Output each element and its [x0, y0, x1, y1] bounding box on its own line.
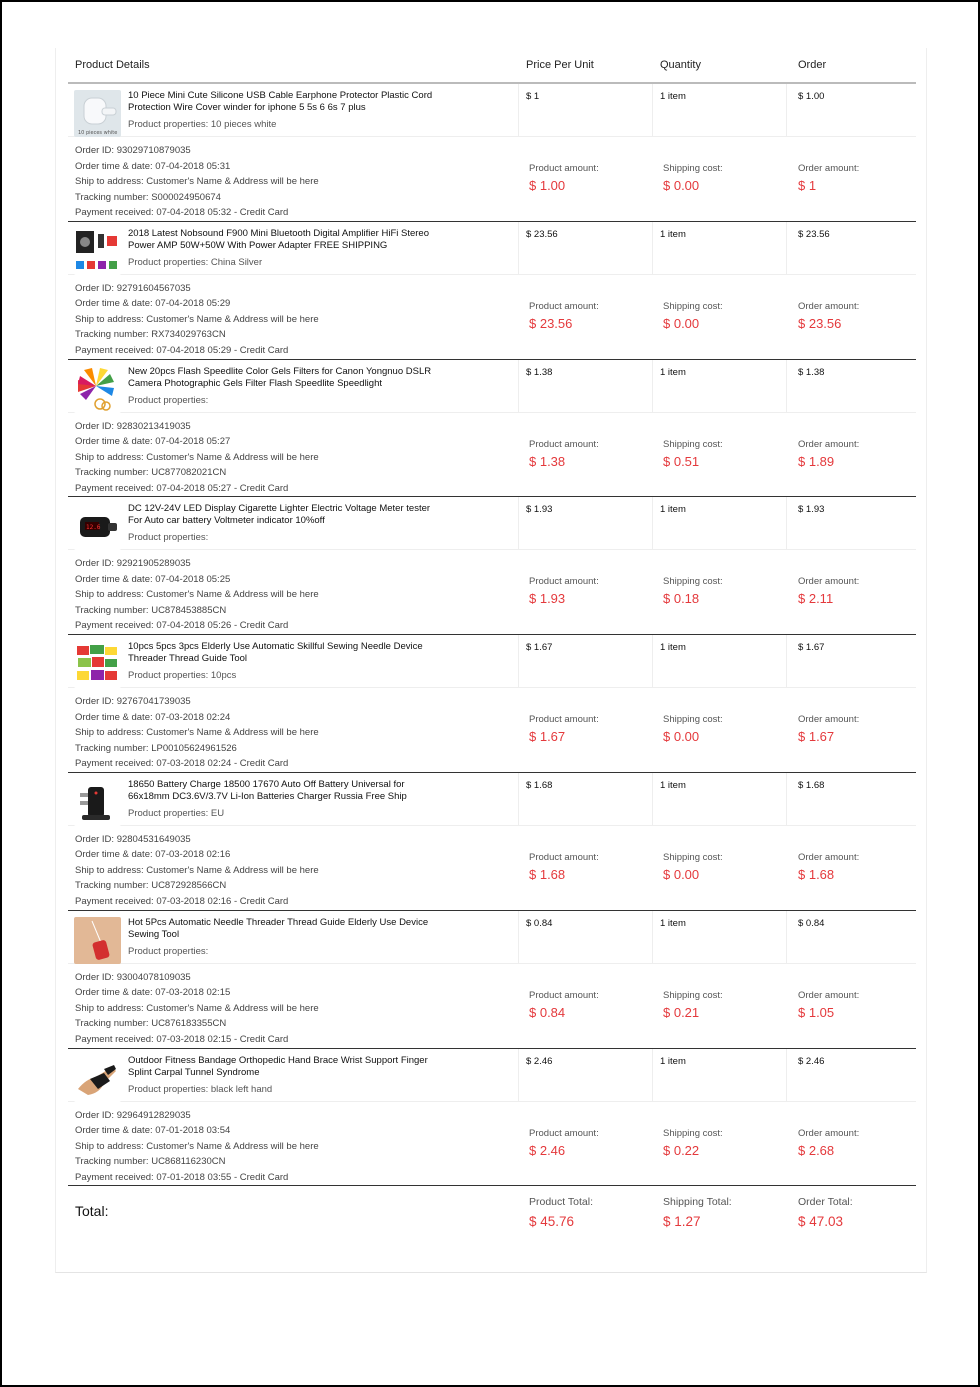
- shipping-cost: $ 0.22: [663, 1142, 700, 1158]
- order-id: Order ID: 92964912829035: [75, 1109, 191, 1121]
- header-quantity: Quantity: [660, 59, 701, 71]
- product-amount: $ 1.00: [529, 178, 566, 193]
- order-amount-label: Order amount:: [798, 576, 860, 588]
- order-amount-label: Order amount:: [798, 851, 860, 863]
- product-amount-label: Product amount:: [529, 163, 599, 174]
- order-amount-label: Order amount:: [798, 300, 860, 312]
- product-properties: Product properties: black left hand: [128, 1083, 273, 1095]
- product-name[interactable]: 18650 Battery Charge 18500 17670 Auto Off Battery Universal for 66x18mm DC3.6V/3.7V Li-Ion Batteries Charger Russia Free Ship: [128, 778, 407, 802]
- thumbnail-caption: 10 pieces white: [78, 130, 118, 136]
- shipping-cost: $ 0.18: [663, 591, 700, 607]
- order-block: [68, 1049, 916, 1187]
- product-row: [68, 84, 916, 137]
- order-id: Order ID: 92804531649035: [75, 833, 191, 845]
- shipping-cost: $ 0.21: [663, 1004, 700, 1020]
- order-amount-label: Order amount:: [798, 989, 860, 1001]
- order-id: Order ID: 92767041739035: [75, 696, 191, 708]
- order-price: $ 1.93: [798, 504, 825, 516]
- shipping-total-label: Shipping Total:: [663, 1196, 732, 1209]
- product-amount: $ 1.93: [529, 591, 566, 607]
- product-thumbnail[interactable]: [74, 779, 121, 826]
- order-amount: $ 2.68: [798, 1142, 835, 1158]
- product-properties: Product properties: 10pcs: [128, 670, 237, 682]
- totals-row: [68, 1186, 916, 1246]
- product-amount-label: Product amount:: [529, 576, 599, 588]
- product-amount-label: Product amount:: [529, 851, 599, 863]
- header-product-details: Product Details: [75, 59, 150, 71]
- product-name[interactable]: New 20pcs Flash Speedlite Color Gels Filters for Canon Yongnuo DSLR Camera Photographic Gels Filter Flash Speedlite Speedlight: [128, 365, 432, 389]
- order-details: [75, 970, 319, 1048]
- shipping-cost-label: Shipping cost:: [663, 989, 723, 1001]
- order-details: [75, 556, 319, 634]
- product-properties: Product properties: China Silver: [128, 256, 263, 268]
- shipping-cost-label: Shipping cost:: [663, 438, 723, 450]
- payment-received: Payment received: 07-01-2018 03:55 - Credit Card: [75, 1171, 289, 1183]
- order-amount-label: Order amount:: [798, 438, 860, 450]
- order-id: Order ID: 92921905289035: [75, 558, 191, 570]
- shipping-cost: $ 0.00: [663, 729, 700, 745]
- product-amount-label: Product amount:: [529, 714, 599, 726]
- payment-received: Payment received: 07-04-2018 05:26 - Credit Card: [75, 620, 289, 632]
- quantity: 1 item: [660, 504, 686, 516]
- product-row: [68, 222, 916, 275]
- order-details: [75, 1108, 319, 1186]
- product-properties: Product properties:: [128, 945, 209, 957]
- quantity: 1 item: [660, 228, 686, 240]
- ship-to-address: Ship to address: Customer's Name & Address will be here: [75, 451, 319, 463]
- product-total: $ 45.76: [529, 1214, 575, 1230]
- table-header: [68, 48, 916, 84]
- payment-received: Payment received: 07-03-2018 02:24 - Credit Card: [75, 758, 289, 770]
- orders-table: [68, 48, 916, 1246]
- order-time: Order time & date: 07-04-2018 05:27: [75, 436, 231, 448]
- order-details: [75, 832, 319, 910]
- order-block: [68, 635, 916, 773]
- product-amount: $ 1.67: [529, 729, 566, 745]
- order-time: Order time & date: 07-04-2018 05:29: [75, 298, 231, 310]
- order-amount-label: Order amount:: [798, 163, 860, 174]
- product-thumbnail[interactable]: [74, 366, 121, 413]
- product-row: [68, 773, 916, 826]
- order-amount: $ 1: [798, 178, 817, 193]
- order-block: [68, 222, 916, 360]
- price-per-unit: $ 23.56: [526, 228, 558, 240]
- header-order: Order: [798, 59, 827, 71]
- order-id: Order ID: 92791604567035: [75, 282, 191, 294]
- product-row: [68, 360, 916, 413]
- shipping-cost: $ 0.00: [663, 315, 700, 331]
- order-details: [75, 694, 319, 772]
- ship-to-address: Ship to address: Customer's Name & Address will be here: [75, 313, 319, 325]
- product-row: [68, 497, 916, 550]
- order-details: [75, 143, 319, 221]
- order-block: [68, 84, 916, 222]
- quantity: 1 item: [660, 91, 686, 102]
- shipping-cost: $ 0.51: [663, 453, 700, 469]
- shipping-cost-label: Shipping cost:: [663, 1127, 723, 1139]
- order-amount: $ 1.89: [798, 453, 835, 469]
- quantity: 1 item: [660, 917, 686, 929]
- product-name[interactable]: Outdoor Fitness Bandage Orthopedic Hand Brace Wrist Support Finger Splint Carpal Tunnel Syndrome: [128, 1054, 428, 1078]
- tracking-number: Tracking number: LP00105624961526: [75, 742, 237, 754]
- product-name[interactable]: 2018 Latest Nobsound F900 Mini Bluetooth Digital Amplifier HiFi Stereo Power AMP 50W+50W With Power Adapter FREE SHIPPING: [128, 227, 429, 251]
- ship-to-address: Ship to address: Customer's Name & Address will be here: [75, 727, 319, 739]
- product-amount-label: Product amount:: [529, 1127, 599, 1139]
- tracking-number: Tracking number: UC878453885CN: [75, 604, 227, 616]
- order-block: [68, 360, 916, 498]
- product-row: [68, 911, 916, 964]
- price-per-unit: $ 1.67: [526, 642, 553, 654]
- shipping-cost-label: Shipping cost:: [663, 300, 723, 312]
- product-amount: $ 1.68: [529, 866, 566, 882]
- order-amount-label: Order amount:: [798, 1127, 860, 1139]
- quantity: 1 item: [660, 779, 686, 791]
- shipping-cost-label: Shipping cost:: [663, 714, 723, 726]
- product-row: [68, 635, 916, 688]
- shipping-cost: $ 0.00: [663, 866, 700, 882]
- product-name[interactable]: Hot 5Pcs Automatic Needle Threader Thread Guide Elderly Use Device Sewing Tool: [128, 916, 429, 940]
- price-per-unit: $ 2.46: [526, 1055, 553, 1067]
- order-amount-label: Order amount:: [798, 714, 860, 726]
- ship-to-address: Ship to address: Customer's Name & Address will be here: [75, 1002, 319, 1014]
- product-properties: Product properties: EU: [128, 807, 225, 819]
- product-properties: Product properties: 10 pieces white: [128, 119, 277, 130]
- order-price: $ 0.84: [798, 917, 825, 929]
- product-amount-label: Product amount:: [529, 989, 599, 1001]
- order-details: [75, 419, 319, 497]
- product-thumbnail[interactable]: [74, 917, 121, 964]
- quantity: 1 item: [660, 642, 686, 654]
- payment-received: Payment received: 07-04-2018 05:27 - Credit Card: [75, 482, 289, 494]
- order-id: Order ID: 93004078109035: [75, 971, 191, 983]
- order-price: $ 1.38: [798, 366, 825, 378]
- svg-text:12.6: 12.6: [86, 524, 101, 532]
- header-price-per-unit: Price Per Unit: [526, 59, 594, 71]
- tracking-number: Tracking number: UC868116230CN: [75, 1156, 226, 1168]
- payment-received: Payment received: 07-04-2018 05:29 - Credit Card: [75, 344, 289, 356]
- tracking-number: Tracking number: RX734029763CN: [75, 329, 226, 341]
- payment-received: Payment received: 07-04-2018 05:32 - Credit Card: [75, 207, 289, 218]
- product-name[interactable]: 10 Piece Mini Cute Silicone USB Cable Earphone Protector Plastic Cord Protection Wire Cover winder for iphone 5 5s 6 6s 7 plus: [128, 90, 433, 113]
- product-total-label: Product Total:: [529, 1196, 594, 1209]
- order-block: [68, 497, 916, 635]
- ship-to-address: Ship to address: Customer's Name & Address will be here: [75, 864, 319, 876]
- price-per-unit: $ 1: [526, 91, 540, 102]
- order-amount: $ 1.68: [798, 866, 835, 882]
- shipping-cost-label: Shipping cost:: [663, 576, 723, 588]
- order-price: $ 1.67: [798, 642, 825, 654]
- shipping-total: $ 1.27: [663, 1214, 701, 1230]
- ship-to-address: Ship to address: Customer's Name & Address will be here: [75, 176, 319, 187]
- shipping-cost: $ 0.00: [663, 178, 700, 193]
- order-amount: $ 2.11: [798, 591, 834, 607]
- order-price: $ 1.00: [798, 91, 825, 102]
- product-thumbnail[interactable]: [74, 641, 121, 688]
- order-block: [68, 773, 916, 911]
- product-amount: $ 23.56: [529, 315, 573, 331]
- product-row: [68, 1049, 916, 1102]
- order-time: Order time & date: 07-01-2018 03:54: [75, 1125, 231, 1137]
- order-time: Order time & date: 07-03-2018 02:24: [75, 711, 231, 723]
- product-name[interactable]: DC 12V-24V LED Display Cigarette Lighter Electric Voltage Meter tester For Auto car battery Voltmeter indicator 10%off: [128, 503, 431, 527]
- order-block: [68, 911, 916, 1049]
- payment-received: Payment received: 07-03-2018 02:15 - Credit Card: [75, 1033, 289, 1045]
- product-amount: $ 2.46: [529, 1142, 566, 1158]
- tracking-number: Tracking number: UC876183355CN: [75, 1018, 227, 1030]
- product-thumbnail[interactable]: [74, 503, 121, 550]
- order-amount: $ 23.56: [798, 315, 842, 331]
- order-id: Order ID: 93029710879035: [75, 145, 191, 156]
- shipping-cost-label: Shipping cost:: [663, 163, 723, 174]
- order-amount: $ 1.05: [798, 1004, 835, 1020]
- product-properties: Product properties:: [128, 532, 209, 544]
- product-thumbnail[interactable]: [74, 1055, 121, 1102]
- product-thumbnail[interactable]: [74, 90, 121, 137]
- price-per-unit: $ 1.38: [526, 366, 553, 378]
- product-name[interactable]: 10pcs 5pcs 3pcs Elderly Use Automatic Skillful Sewing Needle Device Threader Thread Guide Tool: [128, 641, 423, 665]
- total-label: Total:: [75, 1203, 109, 1220]
- price-per-unit: $ 0.84: [526, 917, 553, 929]
- order-time: Order time & date: 07-03-2018 02:15: [75, 987, 231, 999]
- order-time: Order time & date: 07-03-2018 02:16: [75, 849, 231, 861]
- order-time: Order time & date: 07-04-2018 05:31: [75, 160, 231, 172]
- order-price: $ 23.56: [798, 228, 830, 240]
- ship-to-address: Ship to address: Customer's Name & Address will be here: [75, 1140, 319, 1152]
- tracking-number: Tracking number: UC872928566CN: [75, 880, 227, 892]
- tracking-number: Tracking number: UC877082021CN: [75, 467, 227, 479]
- order-price: $ 2.46: [798, 1055, 825, 1067]
- payment-received: Payment received: 07-03-2018 02:16 - Credit Card: [75, 895, 289, 907]
- order-id: Order ID: 92830213419035: [75, 420, 191, 432]
- product-amount: $ 0.84: [529, 1004, 566, 1020]
- product-thumbnail[interactable]: [74, 228, 121, 275]
- product-properties: Product properties:: [128, 394, 209, 406]
- order-total: $ 47.03: [798, 1214, 844, 1230]
- order-summary-card: [55, 48, 927, 1273]
- tracking-number: Tracking number: S000024950674: [75, 191, 221, 203]
- price-per-unit: $ 1.93: [526, 504, 553, 516]
- price-per-unit: $ 1.68: [526, 779, 553, 791]
- product-amount: $ 1.38: [529, 453, 566, 469]
- shipping-cost-label: Shipping cost:: [663, 851, 723, 863]
- product-amount-label: Product amount:: [529, 438, 599, 450]
- product-amount-label: Product amount:: [529, 300, 599, 312]
- order-time: Order time & date: 07-04-2018 05:25: [75, 573, 231, 585]
- quantity: 1 item: [660, 1055, 686, 1067]
- quantity: 1 item: [660, 366, 686, 378]
- order-amount: $ 1.67: [798, 729, 835, 745]
- order-price: $ 1.68: [798, 779, 825, 791]
- order-total-label: Order Total:: [798, 1196, 853, 1209]
- ship-to-address: Ship to address: Customer's Name & Address will be here: [75, 589, 319, 601]
- order-details: [75, 281, 319, 359]
